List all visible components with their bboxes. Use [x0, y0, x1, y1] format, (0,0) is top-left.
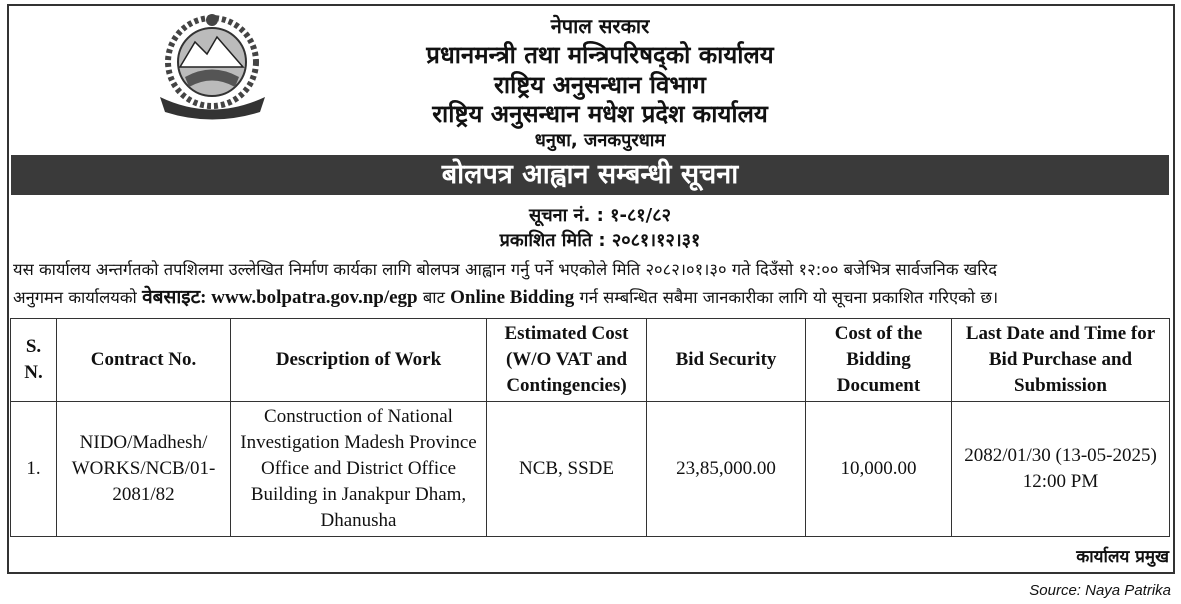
cell-bid-security: 23,85,000.00 — [647, 402, 806, 537]
nepal-emblem-icon — [155, 12, 270, 122]
col-contract-no: Contract No. — [57, 319, 231, 402]
notice-title: बोलपत्र आह्वान सम्बन्धी सूचना — [11, 155, 1169, 195]
cell-sn: 1. — [11, 402, 57, 537]
online-bidding-text: Online Bidding — [450, 287, 575, 308]
text: गर्न सम्बन्धित सबैमा जानकारीका लागि यो सूचना प्रकाशित गरिएको छ। — [574, 288, 999, 307]
table-header-row — [11, 319, 1170, 402]
notice-number: सूचना नं. : १-८१/८२ — [529, 205, 671, 226]
col-bid-security: Bid Security — [647, 319, 806, 402]
paragraph-line-2 — [13, 284, 1173, 312]
paragraph-line-1: यस कार्यालय अन्तर्गतको तपशिलमा उल्लेखित निर्माण कार्यका लागि बोलपत्र आह्वान गर्नु पर्ने भएकोले मिति २०८२।०१।३० गते दिउँसो १२:०० बजेभित्र सार्वजनिक खरिद — [13, 260, 998, 279]
col-description: Description of Work — [231, 319, 487, 402]
col-document-cost: Cost of the Bidding Document — [806, 319, 952, 402]
website-link[interactable]: वेबसाइट: www.bolpatra.gov.np/egp — [142, 287, 418, 308]
table-row — [11, 402, 1170, 537]
col-sn: S. N. — [11, 319, 57, 402]
cell-description: Construction of National Investigation Madesh Province Office and District Office Building in Janakpur Dham, Dhanusha — [231, 402, 487, 537]
text: बाट — [417, 288, 451, 307]
header-line-4: राष्ट्रिय अनुसन्धान मधेश प्रदेश कार्यालय — [432, 100, 768, 128]
header-line-5: धनुषा, जनकपुरधाम — [534, 130, 666, 151]
header-line-1: नेपाल सरकार — [550, 14, 650, 38]
bid-table — [10, 318, 1170, 537]
col-last-date: Last Date and Time for Bid Purchase and Submission — [952, 319, 1170, 402]
cell-contract-no: NIDO/Madhesh/ WORKS/NCB/01-2081/82 — [57, 402, 231, 537]
source-credit: Source: Naya Patrika — [1029, 582, 1171, 599]
col-estimated-cost: Estimated Cost (W/O VAT and Contingencies) — [487, 319, 647, 402]
text: अनुगमन कार्यालयको — [13, 288, 143, 307]
published-date: प्रकाशित मिति : २०८१।१२।३१ — [499, 230, 701, 251]
header-line-2: प्रधानमन्त्री तथा मन्त्रिपरिषद्को कार्यालय — [426, 41, 774, 69]
cell-last-date: 2082/01/30 (13-05-2025) 12:00 PM — [952, 402, 1170, 537]
header-line-3: राष्ट्रिय अनुसन्धान विभाग — [494, 71, 706, 99]
notice-paragraph — [13, 256, 1173, 312]
cell-document-cost: 10,000.00 — [806, 402, 952, 537]
cell-estimated-cost: NCB, SSDE — [487, 402, 647, 537]
signatory: कार्यालय प्रमुख — [1076, 547, 1169, 567]
